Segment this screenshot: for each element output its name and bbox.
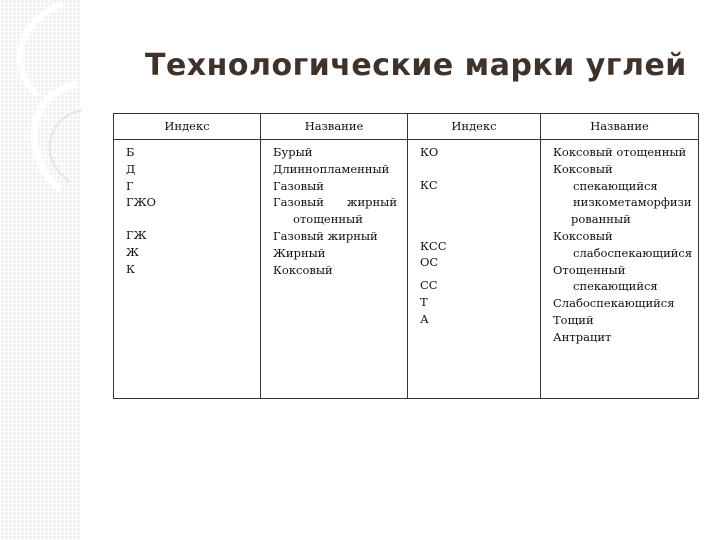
name-cell: Газовый жирный xyxy=(273,195,397,210)
name-cell: Жирный xyxy=(273,245,326,260)
name-column-1 xyxy=(261,140,408,399)
index-cell: КО xyxy=(420,145,439,159)
index-cell: СС xyxy=(420,278,438,293)
name-cell: спекающийся xyxy=(573,178,658,193)
index-cell: Б xyxy=(126,145,135,159)
name-cell: рованный xyxy=(571,212,631,227)
index-cell: Т xyxy=(420,294,428,309)
name-cell: спекающийся xyxy=(573,279,658,294)
name-cell: Отощенный xyxy=(553,262,626,277)
header-name-1: Название xyxy=(261,114,408,140)
name-cell: Слабоспекающийся xyxy=(553,296,675,311)
index-cell: ГЖО xyxy=(126,195,156,210)
decorative-swirl-icon xyxy=(0,0,90,220)
index-cell: Ж xyxy=(126,244,139,259)
index-column-1 xyxy=(114,140,261,399)
header-index-1: Индекс xyxy=(114,114,261,140)
name-cell: отощенный xyxy=(293,212,363,227)
name-cell: Бурый xyxy=(273,145,313,159)
header-name-2: Название xyxy=(541,114,699,140)
name-cell: Газовый жирный xyxy=(273,228,378,243)
name-cell: Тощий xyxy=(553,312,594,327)
index-cell: Д xyxy=(126,161,136,176)
name-cell: Коксовый xyxy=(273,262,333,277)
index-cell: КС xyxy=(420,177,438,192)
name-cell: Газовый xyxy=(273,178,324,193)
page-title: Технологические марки углей xyxy=(145,48,687,83)
name-cell: Длиннопламенный xyxy=(273,161,390,176)
index-cell: ГЖ xyxy=(126,228,147,243)
coal-grades-table xyxy=(113,113,699,399)
name-cell: Коксовый отощенный xyxy=(553,145,687,159)
index-cell: КСС xyxy=(420,238,447,253)
index-cell: К xyxy=(126,261,135,276)
name-cell: Антрацит xyxy=(553,329,612,344)
index-cell: ОС xyxy=(420,255,439,270)
name-column-2 xyxy=(541,140,699,399)
name-cell: Коксовый xyxy=(553,228,613,243)
name-cell: низкометаморфизи xyxy=(573,195,692,210)
index-cell: А xyxy=(420,311,429,326)
table-body-row xyxy=(114,140,699,399)
header-index-2: Индекс xyxy=(408,114,541,140)
index-cell: Г xyxy=(126,178,134,193)
name-cell: слабоспекающийся xyxy=(573,245,693,260)
table-header-row xyxy=(114,114,699,140)
name-cell: Коксовый xyxy=(553,161,613,176)
index-column-2 xyxy=(408,140,541,399)
